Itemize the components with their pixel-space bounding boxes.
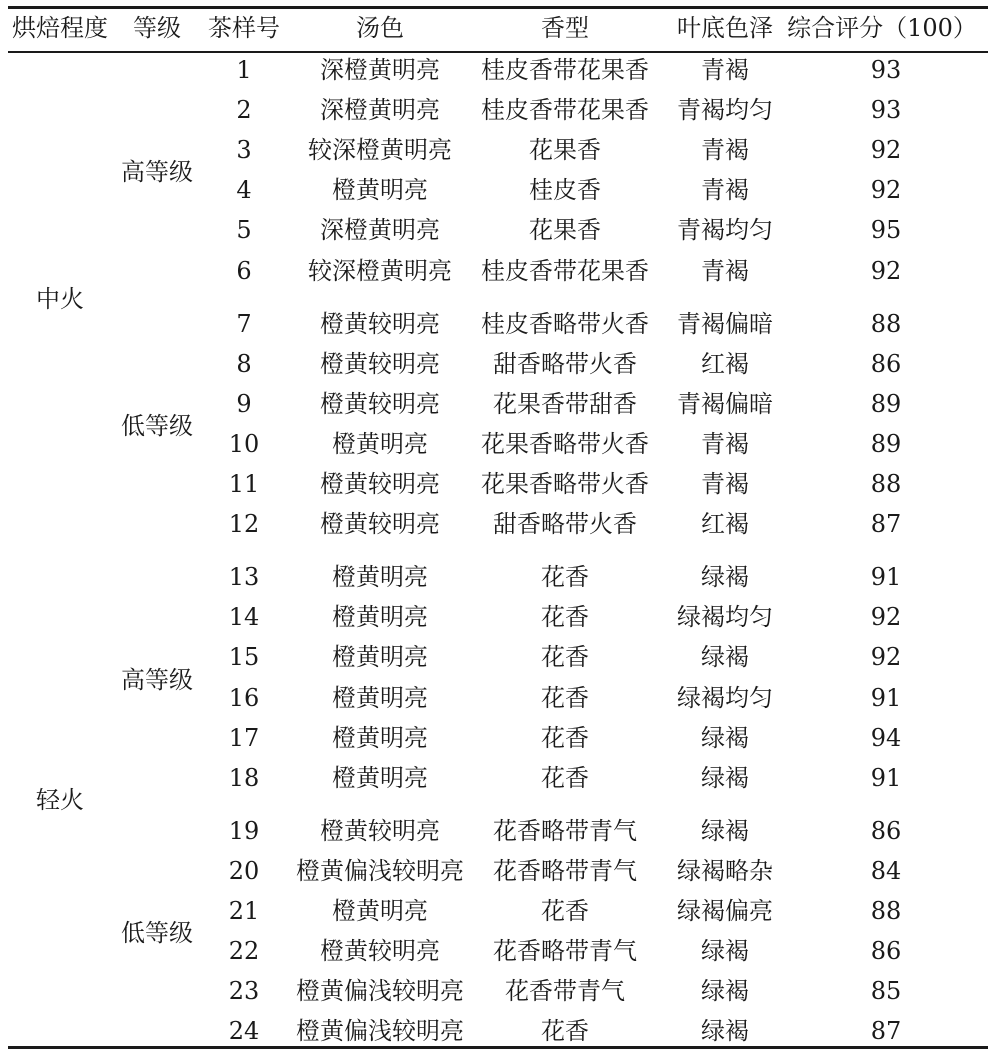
aroma-type-cell: 桂皮香: [529, 176, 601, 205]
score-cell: 88: [870, 470, 902, 498]
aroma-type-cell: 花香: [541, 897, 589, 925]
liquor-color-cell: 橙黄偏浅较明亮: [296, 977, 464, 1006]
score-cell: 94: [870, 723, 902, 752]
score-cell: 92: [870, 643, 902, 672]
header-grade: 等级: [133, 14, 181, 42]
sample-no-cell: 4: [236, 176, 252, 205]
table-header-rule: [8, 51, 988, 53]
leaf-color-cell: 青褐: [701, 176, 749, 205]
table-top-rule: [8, 6, 988, 9]
sample-no-cell: 15: [228, 643, 260, 672]
leaf-color-cell: 绿褐: [701, 937, 749, 966]
liquor-color-cell: 橙黄较明亮: [320, 349, 440, 378]
leaf-color-cell: 青褐: [701, 136, 749, 165]
leaf-color-cell: 青褐: [701, 470, 749, 498]
leaf-color-cell: 绿褐均匀: [677, 683, 773, 712]
aroma-type-cell: 桂皮香带花果香: [481, 256, 649, 285]
header-liquor-color: 汤色: [356, 14, 404, 42]
sample-no-cell: 8: [236, 349, 252, 378]
score-cell: 87: [870, 510, 902, 539]
liquor-color-cell: 橙黄较明亮: [320, 510, 440, 539]
sample-no-cell: 7: [236, 309, 252, 338]
leaf-color-cell: 绿褐略杂: [677, 856, 773, 885]
aroma-type-cell: 甜香略带火香: [493, 349, 637, 378]
score-cell: 86: [870, 937, 902, 966]
sample-no-cell: 17: [228, 723, 260, 752]
aroma-type-cell: 甜香略带火香: [493, 510, 637, 539]
table-bottom-rule: [8, 1046, 988, 1049]
aroma-type-cell: 桂皮香带花果香: [481, 56, 649, 84]
leaf-color-cell: 绿褐: [701, 977, 749, 1006]
liquor-color-cell: 较深橙黄明亮: [308, 136, 452, 165]
leaf-color-cell: 绿褐: [701, 1017, 749, 1046]
liquor-color-cell: 橙黄明亮: [332, 429, 428, 458]
sample-no-cell: 1: [236, 56, 252, 84]
aroma-type-cell: 花果香带甜香: [493, 389, 637, 418]
aroma-type-cell: 花果香略带火香: [481, 470, 649, 498]
score-cell: 84: [870, 856, 902, 885]
score-cell: 87: [870, 1017, 902, 1046]
header-sample-no: 茶样号: [208, 14, 280, 42]
liquor-color-cell: 深橙黄明亮: [320, 56, 440, 84]
aroma-type-cell: 花香: [541, 563, 589, 592]
leaf-color-cell: 青褐均匀: [677, 216, 773, 245]
liquor-color-cell: 橙黄偏浅较明亮: [296, 1017, 464, 1046]
aroma-type-cell: 花香: [541, 643, 589, 672]
leaf-color-cell: 青褐: [701, 256, 749, 285]
sample-no-cell: 11: [228, 470, 260, 498]
aroma-type-cell: 花香略带青气: [493, 937, 637, 966]
liquor-color-cell: 橙黄明亮: [332, 897, 428, 925]
leaf-color-cell: 绿褐: [701, 643, 749, 672]
aroma-type-cell: 桂皮香略带火香: [481, 309, 649, 338]
aroma-type-cell: 花果香: [529, 216, 601, 245]
score-cell: 86: [870, 816, 902, 845]
aroma-type-cell: 花香略带青气: [493, 856, 637, 885]
sample-no-cell: 6: [236, 256, 252, 285]
liquor-color-cell: 橙黄偏浅较明亮: [296, 856, 464, 885]
score-cell: 88: [870, 897, 902, 925]
sample-no-cell: 3: [236, 136, 252, 165]
sample-no-cell: 21: [228, 897, 260, 925]
aroma-type-cell: 花香带青气: [505, 977, 625, 1006]
score-cell: 92: [870, 176, 902, 205]
liquor-color-cell: 橙黄较明亮: [320, 816, 440, 845]
liquor-color-cell: 橙黄明亮: [332, 176, 428, 205]
roast-level-label: 中火: [36, 285, 84, 314]
sample-no-cell: 16: [228, 683, 260, 712]
aroma-type-cell: 花香: [541, 763, 589, 792]
aroma-type-cell: 花果香: [529, 136, 601, 165]
sample-no-cell: 19: [228, 816, 260, 845]
grade-label: 高等级: [121, 158, 193, 187]
liquor-color-cell: 橙黄较明亮: [320, 937, 440, 966]
score-cell: 91: [870, 563, 902, 592]
leaf-color-cell: 青褐偏暗: [677, 389, 773, 418]
score-cell: 91: [870, 683, 902, 712]
leaf-color-cell: 红褐: [701, 510, 749, 539]
leaf-color-cell: 绿褐: [701, 763, 749, 792]
liquor-color-cell: 橙黄明亮: [332, 723, 428, 752]
sample-no-cell: 13: [228, 563, 260, 592]
grade-label: 高等级: [121, 665, 193, 694]
leaf-color-cell: 红褐: [701, 349, 749, 378]
liquor-color-cell: 深橙黄明亮: [320, 96, 440, 125]
sample-no-cell: 12: [228, 510, 260, 539]
score-cell: 95: [870, 216, 902, 245]
sample-no-cell: 2: [236, 96, 252, 125]
aroma-type-cell: 花香: [541, 723, 589, 752]
sample-no-cell: 23: [228, 977, 260, 1006]
score-cell: 89: [870, 389, 902, 418]
liquor-color-cell: 深橙黄明亮: [320, 216, 440, 245]
score-cell: 91: [870, 763, 902, 792]
sample-no-cell: 24: [228, 1017, 260, 1046]
sample-no-cell: 22: [228, 937, 260, 966]
header-score: 综合评分（100）: [787, 14, 977, 42]
aroma-type-cell: 花香: [541, 603, 589, 632]
liquor-color-cell: 橙黄较明亮: [320, 389, 440, 418]
sample-no-cell: 5: [236, 216, 252, 245]
aroma-type-cell: 花香: [541, 683, 589, 712]
grade-label: 低等级: [121, 411, 193, 440]
liquor-color-cell: 橙黄明亮: [332, 563, 428, 592]
header-leaf-color: 叶底色泽: [677, 14, 773, 42]
leaf-color-cell: 青褐偏暗: [677, 309, 773, 338]
liquor-color-cell: 橙黄较明亮: [320, 470, 440, 498]
score-cell: 86: [870, 349, 902, 378]
score-cell: 89: [870, 429, 902, 458]
score-cell: 93: [870, 96, 902, 125]
sample-no-cell: 18: [228, 763, 260, 792]
leaf-color-cell: 绿褐: [701, 816, 749, 845]
leaf-color-cell: 绿褐: [701, 723, 749, 752]
sample-no-cell: 14: [228, 603, 260, 632]
score-cell: 92: [870, 256, 902, 285]
leaf-color-cell: 绿褐均匀: [677, 603, 773, 632]
score-cell: 92: [870, 603, 902, 632]
liquor-color-cell: 橙黄明亮: [332, 643, 428, 672]
sample-no-cell: 9: [236, 389, 252, 418]
grade-label: 低等级: [121, 919, 193, 948]
liquor-color-cell: 橙黄明亮: [332, 603, 428, 632]
liquor-color-cell: 较深橙黄明亮: [308, 256, 452, 285]
roast-level-label: 轻火: [36, 785, 84, 814]
aroma-type-cell: 花香略带青气: [493, 816, 637, 845]
sample-no-cell: 10: [228, 429, 260, 458]
liquor-color-cell: 橙黄较明亮: [320, 309, 440, 338]
score-cell: 92: [870, 136, 902, 165]
score-cell: 88: [870, 309, 902, 338]
sample-no-cell: 20: [228, 856, 260, 885]
aroma-type-cell: 花香: [541, 1017, 589, 1046]
liquor-color-cell: 橙黄明亮: [332, 763, 428, 792]
leaf-color-cell: 绿褐: [701, 563, 749, 592]
leaf-color-cell: 青褐均匀: [677, 96, 773, 125]
header-aroma-type: 香型: [541, 14, 589, 42]
aroma-type-cell: 花果香略带火香: [481, 429, 649, 458]
leaf-color-cell: 青褐: [701, 56, 749, 84]
score-cell: 93: [870, 56, 902, 84]
aroma-type-cell: 桂皮香带花果香: [481, 96, 649, 125]
header-roast: 烘焙程度: [12, 14, 108, 42]
score-cell: 85: [870, 977, 902, 1006]
leaf-color-cell: 绿褐偏亮: [677, 897, 773, 925]
liquor-color-cell: 橙黄明亮: [332, 683, 428, 712]
leaf-color-cell: 青褐: [701, 429, 749, 458]
